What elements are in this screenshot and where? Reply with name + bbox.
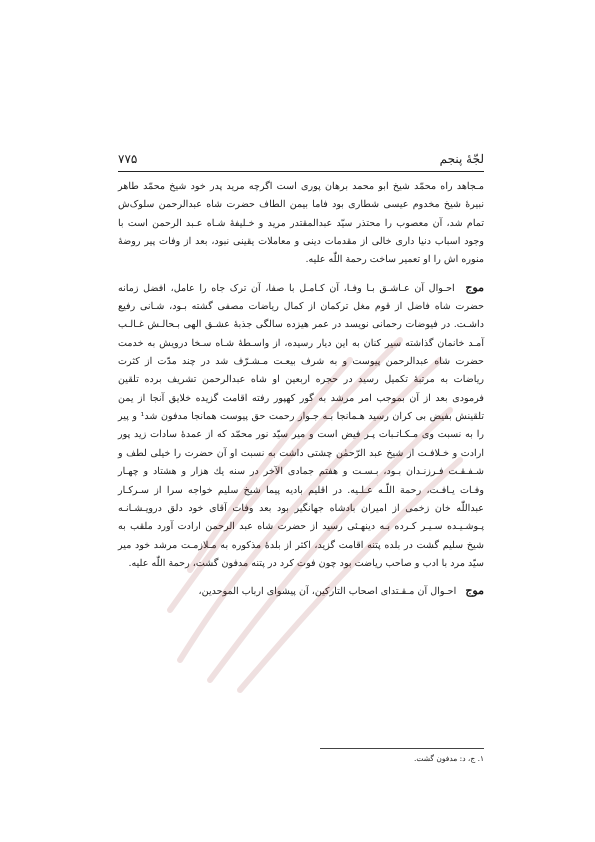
paragraph-text: احـوال آن عـاشـق بـا وفـا، آن کـامـل با صفا، آن ترک جاه را عامل، افضل زمانه حضرت شاه فاضل از قوم مغل ترکمان از کمال ریاضات مصفی گشته بـود، شـانی رفیع داشـت. در فیوضات رحمانی نویسد در عمر هیزده سالگی جذبهٔ عشـق الهی بـحالـش غـالـب آمـد خانمان گذاشته سیر کنان به این دیار رسیده، از واسـطهٔ شـاه سـخا درویش به خدمت حضرت شاه عبدالرحمن پیوست و به شرف بیعـت مـشـرّف شد در چند مدّت از کثرت ریاضات به مرتبهٔ تکمیل رسید در حجره اربعین او شاه عبدالرحمن تشریف برده تلقین فرمودی بعد از آن بموجب امر مرشد به گور کهپور رفته اقامت گزیده خلایق آنجا از یمن تلقینش بفیض بی کران رسید هـمانجا بـه جـوار رحمت حق پیوست همانجا مدفون شد¹ و پیر را به نسبت وی مـکـاتـبات پـر فیض است و میر سیّد نور محمّد که از عمدهٔ سادات زید پور ارادت و خـلافـت از شیخ عبد الرّحمٰن چشتی داشت به نسبت او آن حضرت را خیلی لطف و شـفـقـت فـرزنـدان بـود، بـسـت و هفتم جمادی الآخر در سنه یك هزار و هشتاد و چهـار وفـات یـافـت، رحمة اللّـه عـلـیه. در اقلیم بادیه پیما شیخ سلیم خواجه سرا از سـرکـار عبداللّٰه خان زخمی از امیران بادشاه جهانگیر بود بعد وفات آقای خود دلق درویـشـانـه پـوشـیـده سـیـر کـرده بـه دینهـئی رسید از حضرت شاه عبد الرحمن ارادت آورد ملقب به شیخ سلیم گشت در بلده پتنه اقامت گزید، اکثر از بلدهٔ مذکوره به مـلازمـت مرشد خود میر سیّد مرد با ادب و صاحب ریاضت بود چون فوت کرد در پتنه مدفون گشت، رحمة اللّٰه علیه.	[118, 282, 485, 569]
body-text	[118, 178, 484, 602]
page-number: ۷۷۵	[118, 152, 138, 166]
footnote: ۱. ج، د: مدفون گشت.	[413, 754, 484, 763]
header-rule	[118, 171, 484, 172]
page-header	[118, 150, 484, 170]
paragraph-3	[118, 582, 484, 601]
entry-heading: موج	[465, 584, 484, 598]
paragraph-text: احـوال آن مـقـتدای اصحاب التارکین، آن پیشوای ارباب الموحدین،	[198, 586, 457, 598]
entry-heading: موج	[465, 280, 484, 294]
paragraph-1	[118, 178, 484, 270]
running-title: لجّهٔ پنجم	[439, 152, 484, 166]
paragraph-text: مـجاهد راه محمّد شیخ ابو محمد برهان پوری است اگرچه مرید پدر خود شیخ محمّد طاهر نبیرهٔ شیخ مخدوم عیسی شطاری بود فاما بیمن الطاف حضرت شاه عبدالرحمن سلوک‌ش تمام شد، آن معصوب را محتذر سیّد عبدالمقتدر مرید و خـلیفهٔ شـاه عـبد الرحمن است با وجود اسباب دنیا داری خالی از مقدمات دینی و معاملات یقینی نبود، بعد از وفات پیر روضهٔ منوره اش را او تعمیر ساخت رحمة اللّٰه علیه.	[118, 181, 484, 266]
footnote-rule	[320, 748, 484, 749]
paragraph-2	[118, 279, 484, 574]
